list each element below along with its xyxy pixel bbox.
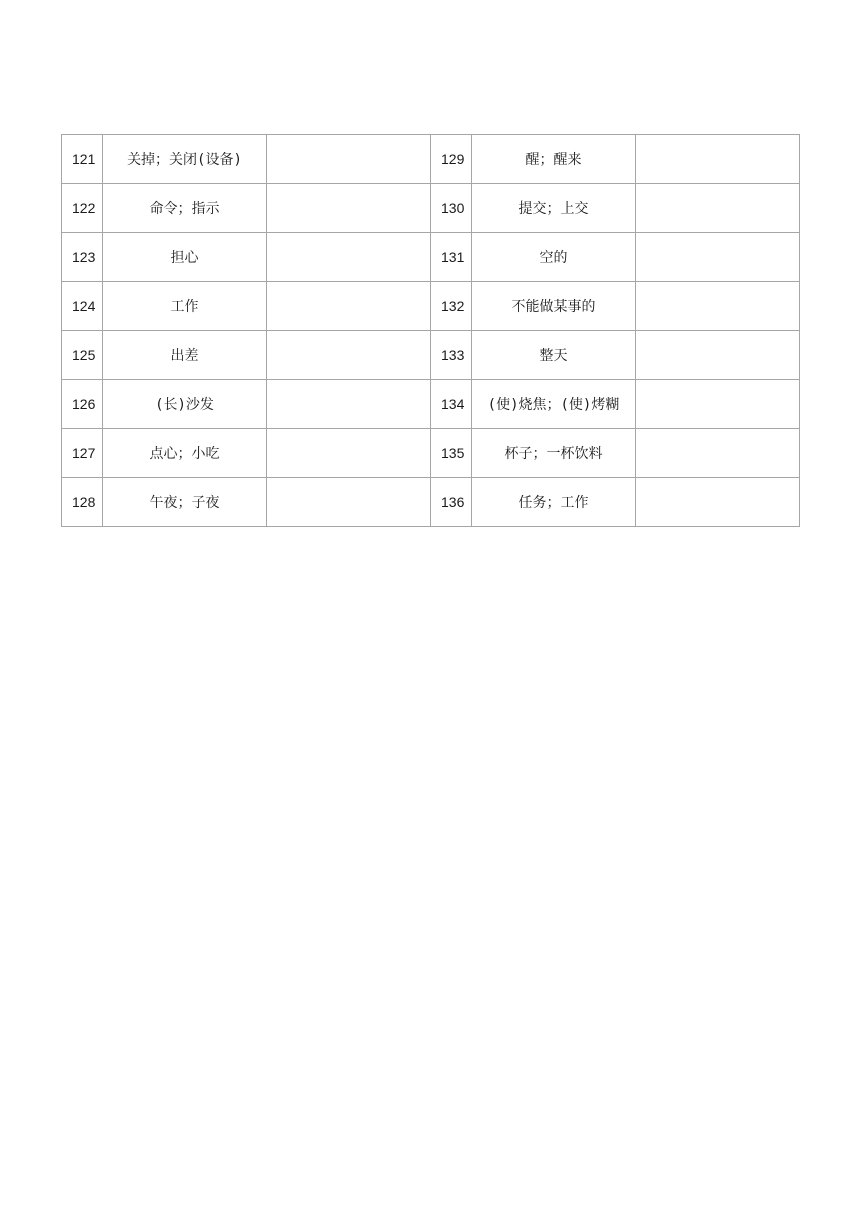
answer-cell[interactable] [636,478,800,527]
answer-cell[interactable] [267,184,431,233]
item-number: 126 [62,380,103,429]
item-meaning: 任务；工作 [472,478,636,527]
item-number: 132 [431,282,472,331]
table-row [62,282,800,331]
item-number: 125 [62,331,103,380]
table-row [62,429,800,478]
item-meaning: 醒；醒来 [472,135,636,184]
item-number: 122 [62,184,103,233]
item-number: 123 [62,233,103,282]
item-meaning: 工作 [103,282,267,331]
answer-cell[interactable] [636,331,800,380]
answer-cell[interactable] [636,135,800,184]
table-row [62,380,800,429]
answer-cell[interactable] [267,282,431,331]
item-meaning: 杯子；一杯饮料 [472,429,636,478]
vocabulary-table [61,134,800,527]
item-meaning: 提交；上交 [472,184,636,233]
item-meaning: 不能做某事的 [472,282,636,331]
item-meaning: (长)沙发 [103,380,267,429]
answer-cell[interactable] [267,380,431,429]
answer-cell[interactable] [267,331,431,380]
item-meaning: 午夜；子夜 [103,478,267,527]
vocabulary-table-body [62,135,800,527]
item-number: 121 [62,135,103,184]
answer-cell[interactable] [636,233,800,282]
table-row [62,233,800,282]
answer-cell[interactable] [636,282,800,331]
item-number: 128 [62,478,103,527]
answer-cell[interactable] [636,380,800,429]
answer-cell[interactable] [636,429,800,478]
item-number: 129 [431,135,472,184]
item-number: 131 [431,233,472,282]
item-meaning: 命令；指示 [103,184,267,233]
item-number: 130 [431,184,472,233]
item-number: 135 [431,429,472,478]
table-row [62,478,800,527]
item-number: 124 [62,282,103,331]
item-number: 136 [431,478,472,527]
item-number: 127 [62,429,103,478]
item-meaning: 点心；小吃 [103,429,267,478]
table-row [62,331,800,380]
item-meaning: 担心 [103,233,267,282]
item-meaning: 整天 [472,331,636,380]
answer-cell[interactable] [267,135,431,184]
answer-cell[interactable] [267,233,431,282]
table-row [62,135,800,184]
item-number: 134 [431,380,472,429]
item-meaning: (使)烧焦；(使)烤糊 [472,380,636,429]
item-meaning: 空的 [472,233,636,282]
answer-cell[interactable] [267,478,431,527]
answer-cell[interactable] [636,184,800,233]
item-meaning: 出差 [103,331,267,380]
item-number: 133 [431,331,472,380]
item-meaning: 关掉；关闭(设备) [103,135,267,184]
table-row [62,184,800,233]
answer-cell[interactable] [267,429,431,478]
